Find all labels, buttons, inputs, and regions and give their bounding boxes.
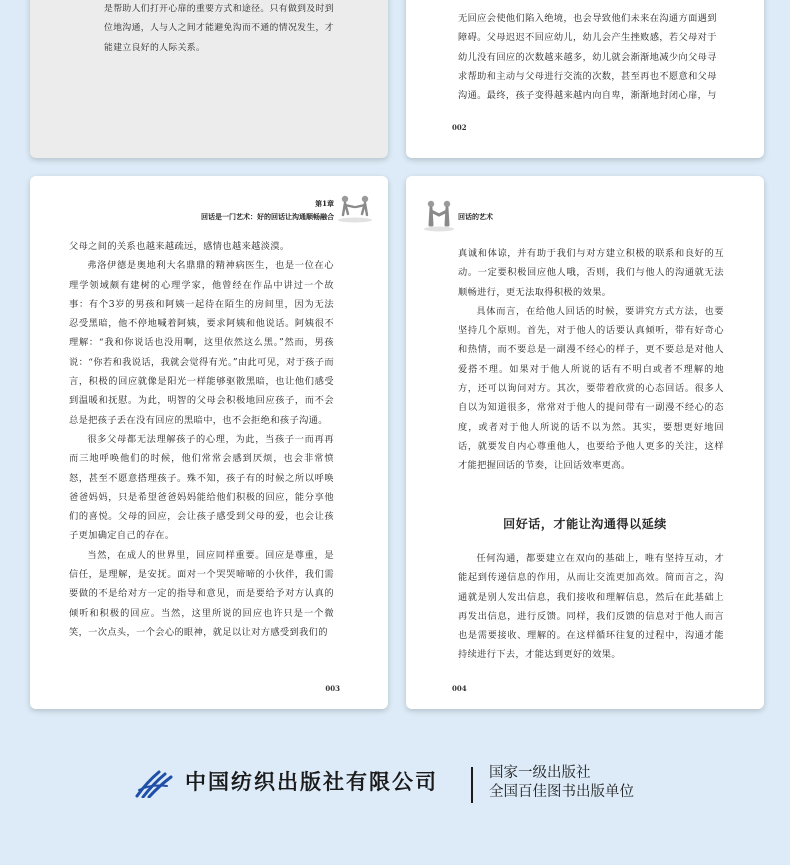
paragraph: 任何沟通，都要建立在双向的基础上，唯有坚持互动，才能起到传递信息的作用，从而让交流更加高效。简而言之，沟通就是别人发出信息，我们接收和理解信息，然后在此基础上再发出信息，进行反馈。同样，我们反馈的信息对于他人而言也是需要接收、理解的。在这样循环往复的过程中，沟通才能持续进行下去，才能达到更好的效果。 bbox=[458, 553, 724, 661]
page-1-line: 是帮助人们打开心扉的重要方式和途径。只有做到及时到 bbox=[104, 4, 334, 14]
publisher-footer bbox=[135, 760, 655, 806]
publisher-slogan bbox=[489, 764, 634, 802]
paragraph: 当然，在成人的世界里，回应同样重要。回应是尊重，是信任，是理解，是安抚。面对一个哭哭啼啼的小伙伴，我们需要做的不是给对方一定的指导和意见，而是要给予对方认真的倾听和积极的回应。当然，这里所说的回应也许只是一个微笑，一次点头，一个会心的眼神，就足以让对方感受到我们的 bbox=[69, 549, 334, 638]
page-number: 002 bbox=[452, 123, 467, 132]
header-chapter: 第1章 bbox=[315, 199, 334, 208]
header-title: 回话是一门艺术：好的回话让沟通顺畅融合 bbox=[201, 212, 334, 221]
handshake-figures-icon bbox=[336, 193, 374, 223]
page-1-line: 位地沟通，人与人之间才能避免沟而不通的情况发生，才 bbox=[104, 23, 334, 34]
handshake-figures-icon bbox=[422, 198, 456, 232]
page-number: 003 bbox=[325, 684, 340, 693]
page-2-line: 幼儿没有回应的次数越来越多，幼儿就会渐渐地减少向父母寻 bbox=[458, 51, 717, 63]
book-page-2 bbox=[406, 0, 764, 158]
page-4-text-bottom bbox=[458, 549, 724, 665]
page-2-line: 无回应会使他们陷入绝境，也会导致他们未来在沟通方面遇到 bbox=[458, 13, 717, 24]
page-2-line: 障碍。父母迟迟不回应幼儿，幼儿会产生挫败感，若父母对于 bbox=[458, 32, 717, 44]
page-number: 004 bbox=[452, 684, 467, 693]
paragraph: 很多父母都无法理解孩子的心理，为此，当孩子一而再再而三地呼唤他们的时候，他们常常会感到厌烦，也会非常愤怒，甚至不愿意搭理孩子。殊不知，孩子有的时候之所以呼唤爸爸妈妈，只是希望爸爸妈妈能给他们积极的回应，能分享他们的喜悦。父母的回应，会让孩子感受到父母的爱，也会让孩子更加确定自己的存在。 bbox=[69, 433, 334, 542]
slogan-line: 全国百佳图书出版单位 bbox=[489, 784, 634, 800]
book-page-1 bbox=[30, 0, 388, 158]
section-heading: 回好话，才能让沟通得以延续 bbox=[503, 517, 667, 531]
paragraph: 弗洛伊德是奥地利大名鼎鼎的精神病医生，也是一位在心理学领域颇有建树的心理学家，他曾经在作品中讲过一个故事：有个3岁的男孩和阿姨一起待在陌生的房间里，因为无法忍受黑暗，他不停地喊着阿姨，要求阿姨和他说话。阿姨很不理解：“我和你说话也没用啊，这里依然这么黑。”然而，男孩说：“你若和我说话，我就会觉得有光。”由此可见，对于孩子而言，积极的回应就像是阳光一样能够驱散黑暗，也让他们感受到温暖和抚慰。为此，明智的父母会积极地回应孩子，而不会总是把孩子丢在没有回应的黑暗中，也不会拒绝和孩子沟通。 bbox=[69, 260, 334, 426]
book-page-4 bbox=[406, 176, 764, 709]
running-header: 回话的艺术 bbox=[458, 212, 493, 221]
footer-divider bbox=[471, 767, 473, 803]
publisher-name: 中国纺织出版社有限公司 bbox=[185, 769, 438, 794]
paragraph: 真诚和体谅，并有助于我们与对方建立积极的联系和良好的互动。一定要积极回应他人哦，否则，我们与他人的沟通就无法顺畅进行，更无法取得积极的效果。 bbox=[458, 248, 724, 298]
book-page-3 bbox=[30, 176, 388, 709]
page-1-line: 能建立良好的人际关系。 bbox=[104, 42, 206, 53]
running-header bbox=[201, 197, 334, 223]
page-2-text bbox=[458, 9, 720, 105]
page-2-line: 沟通。最终，孩子变得越来越内向自卑，渐渐地封闭心扉，与 bbox=[458, 90, 717, 102]
paragraph: 父母之间的关系也越来越疏远，感情也越来越淡漠。 bbox=[69, 241, 290, 252]
page-4-text-top bbox=[458, 244, 724, 476]
slogan-line: 国家一级出版社 bbox=[489, 765, 591, 781]
page-3-text bbox=[69, 237, 334, 642]
page-2-line: 求帮助和主动与父母进行交流的次数，甚至再也不愿意和父母 bbox=[458, 70, 717, 82]
page-1-text bbox=[104, 0, 354, 58]
publisher-logo-icon bbox=[135, 770, 173, 798]
paragraph: 具体而言，在给他人回话的时候，要讲究方式方法，也要坚持几个原则。首先，对于他人的话要认真倾听，带有好奇心和热情，而不要总是一副漫不经心的样子，更不要总是对他人爱搭不理。如果对于他人所说的话有不明白或者不理解的地方，还可以询问对方。其次，要带着欣赏的心态回话。很多人自以为知道很多，常常对于他人的提问带有一副漫不经心的态度，或者对于他人所说的话不以为然。其实，要想更好地回话，就要发自内心尊重他人，也要给予他人更多的关注，这样才能把握回话的节奏，让回话效率更高。 bbox=[458, 305, 724, 472]
